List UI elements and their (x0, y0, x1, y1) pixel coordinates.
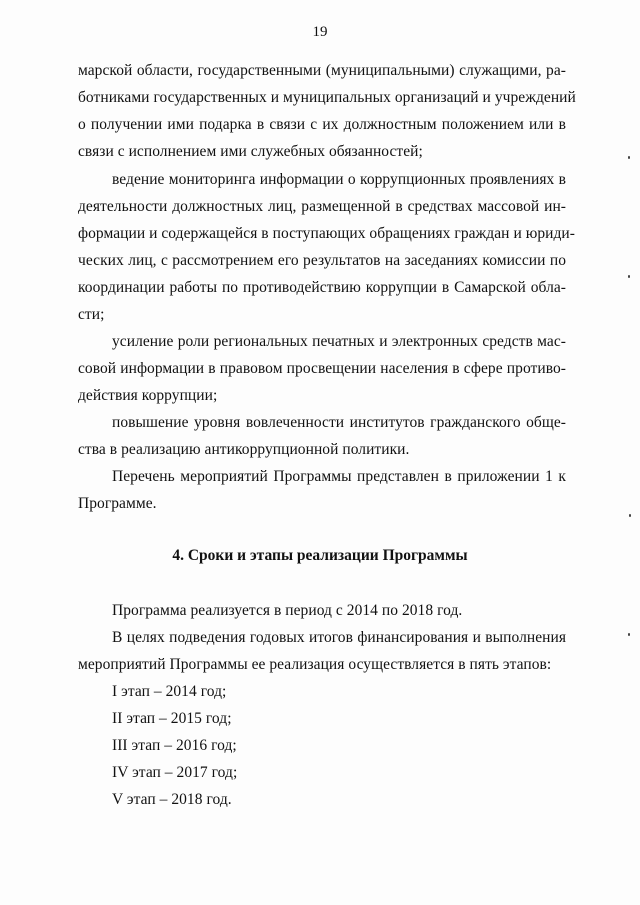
scan-speck (628, 633, 630, 636)
text-line: совой информации в правовом просвещении населения в сфере противо- (78, 360, 566, 377)
stage-item: II этап – 2015 год; (112, 710, 232, 727)
text-line: ботниками государственных и муниципальных организаций и учреждений (78, 89, 576, 106)
text-line: Программе. (78, 495, 157, 512)
section-heading: 4. Сроки и этапы реализации Программы (172, 547, 468, 564)
stage-item: IV этап – 2017 год; (112, 764, 238, 781)
text-line: марской области, государственными (муниципальными) служащими, ра- (78, 62, 566, 79)
text-line: ства в реализацию антикоррупционной политики. (78, 441, 410, 458)
text-line: повышение уровня вовлеченности институтов гражданского обще- (112, 414, 566, 431)
text-line: ческих лиц, с рассмотрением его результатов на заседаниях комиссии по (78, 252, 566, 269)
stage-item: V этап – 2018 год. (112, 791, 232, 808)
text-line: усиление роли региональных печатных и электронных средств мас- (112, 333, 566, 350)
text-line: В целях подведения годовых итогов финансирования и выполнения (112, 629, 566, 646)
text-line: о получении ими подарка в связи с их должностным положением или в (78, 116, 566, 133)
text-line: сти; (78, 306, 105, 323)
text-line: ведение мониторинга информации о коррупционных проявлениях в (112, 171, 566, 188)
stage-item: III этап – 2016 год; (112, 737, 237, 754)
scan-speck (628, 156, 630, 159)
text-line: связи с исполнением ими служебных обязанностей; (78, 143, 423, 160)
text-line: координации работы по противодействию коррупции в Самарской обла- (78, 279, 566, 296)
text-line: мероприятий Программы ее реализация осуществляется в пять этапов: (78, 656, 552, 673)
text-line: Перечень мероприятий Программы представлен в приложении 1 к (112, 468, 566, 485)
stage-item: I этап – 2014 год; (112, 683, 227, 700)
scan-speck (628, 275, 630, 278)
text-line: действия коррупции; (78, 387, 218, 404)
text-line: формации и содержащейся в поступающих обращениях граждан и юриди- (78, 225, 575, 242)
scan-speck (629, 514, 631, 517)
page-number: 19 (312, 24, 328, 40)
text-line: Программа реализуется в период с 2014 по 2018 год. (112, 602, 463, 619)
text-line: деятельности должностных лиц, размещенной в средствах массовой ин- (78, 198, 566, 215)
